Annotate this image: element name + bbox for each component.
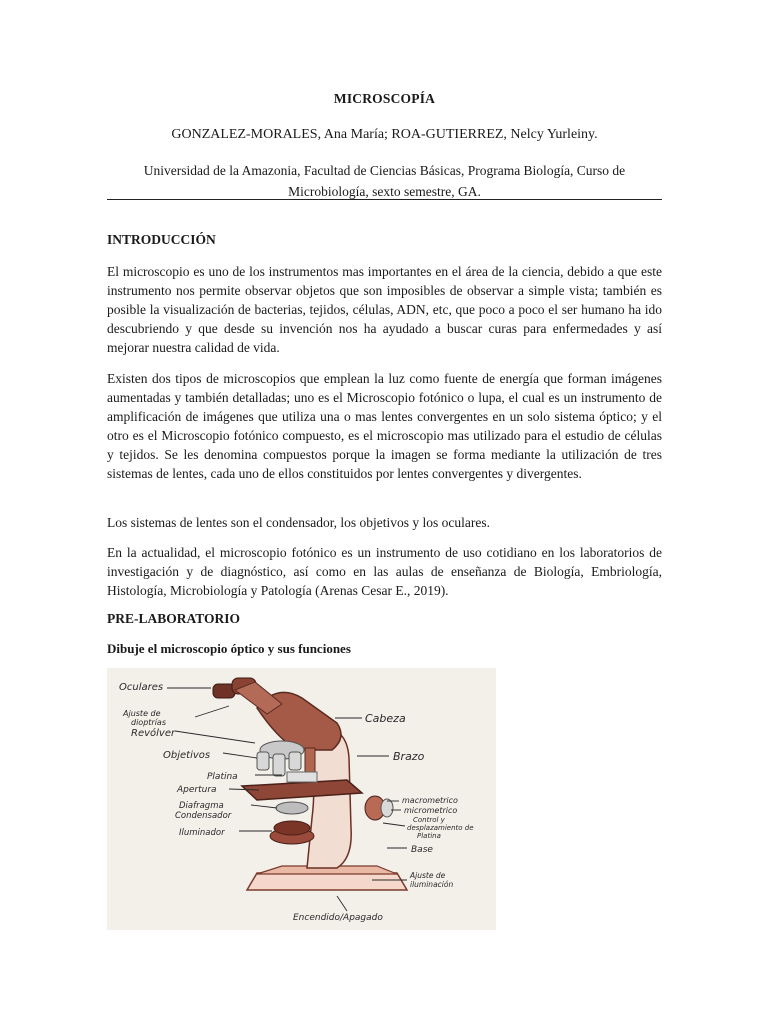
label-ajuste-dioptrias-1: Ajuste de	[123, 709, 161, 718]
stage-clips	[287, 772, 317, 782]
paragraph-4: En la actualidad, el microscopio fotónico es un instrumento de uso cotidiano en los laboratorios de investigación y de diagnóstico, así como en las aulas de enseñanza de Biología, Embriología, Histología, Microbiología y Patología (Arenas Cesar E., 2019).	[107, 545, 662, 598]
objective-2	[273, 754, 285, 776]
label-platina: Platina	[207, 772, 238, 782]
paragraph-3: Los sistemas de lentes son el condensador, los objetivos y los oculares.	[107, 515, 491, 530]
objective-3	[289, 752, 301, 770]
authors-line: GONZALEZ-MORALES, Ana María; ROA-GUTIERREZ, Nelcy Yurleiny.	[171, 127, 598, 142]
header-divider	[107, 199, 662, 200]
prelab-heading: PRE-LABORATORIO	[107, 611, 241, 626]
microscope-drawing	[107, 668, 496, 930]
label-control-1: Control y	[413, 816, 445, 824]
label-brazo: Brazo	[393, 750, 425, 763]
affiliation-line-1: Universidad de la Amazonia, Facultad de Ciencias Básicas, Programa Biología, Curso de	[143, 163, 626, 178]
label-encendido: Encendido/Apagado	[293, 913, 383, 923]
label-control-2: desplazamiento de	[407, 824, 474, 832]
label-macrometrico: macrometrico	[402, 796, 458, 805]
affiliation	[107, 160, 662, 202]
label-ajuste-iluminacion-1: Ajuste de	[410, 871, 446, 880]
label-base: Base	[411, 845, 433, 855]
label-control-3: Platina	[417, 832, 441, 840]
paragraph-1: El microscopio es uno de los instrumentos mas importantes en el área de la ciencia, debido a que este instrumento nos permite observar objetos que son imposibles de observar a simple vista; también es posible la visualización de bacterias, tejidos, células, ADN, etc, que poco a poco el ser humano ha ido descubriendo y que desde su invención nos ha ayudado a buscar curas para enfermedades y así mejorar nuestra calidad de vida.	[107, 264, 662, 355]
label-objetivos: Objetivos	[163, 750, 211, 761]
label-apertura: Apertura	[177, 785, 217, 795]
affiliation-line-2: Microbiología, sexto semestre, GA.	[288, 184, 481, 199]
label-condensador: Condensador	[175, 811, 232, 821]
label-ajuste-dioptrias-2: dioptrías	[131, 718, 166, 727]
condenser-shape	[276, 802, 308, 814]
label-micrometrico: micrometrico	[404, 806, 458, 815]
label-revolver: Revólver	[131, 728, 176, 739]
label-ajuste-iluminacion-2: iluminación	[410, 880, 454, 889]
microscope-sketch	[107, 668, 496, 930]
intro-heading: INTRODUCCIÓN	[107, 232, 216, 247]
label-cabeza: Cabeza	[365, 712, 406, 725]
label-diafragma: Diafragma	[179, 801, 224, 811]
paragraph-2: Existen dos tipos de microscopios que emplean la luz como fuente de energía que forman imágenes aumentadas y también detalladas; uno es el Microscopio fotónico o lupa, el cual es un instrumento de amplificación de imágenes que utiliza una o mas lentes convergentes en un solo sistema óptico; y el otro es el Microscopio fotónico compuesto, es el microscopio mas utilizado para el estudio de células y tejidos. Se les denomina compuestos porque la imagen se forma mediante la utilización de tres sistemas de lentes, cada uno de ellos constituidos por lentes convergentes y divergentes.	[107, 371, 662, 481]
document-title: MICROSCOPÍA	[333, 91, 436, 106]
label-iluminador: Iluminador	[179, 828, 225, 838]
label-oculares: Oculares	[119, 682, 164, 693]
base-shape	[247, 873, 407, 890]
task-heading: Dibuje el microscopio óptico y sus funciones	[107, 641, 351, 656]
fine-knob	[381, 799, 393, 817]
objective-1	[257, 752, 269, 770]
illuminator-upper	[274, 821, 310, 835]
